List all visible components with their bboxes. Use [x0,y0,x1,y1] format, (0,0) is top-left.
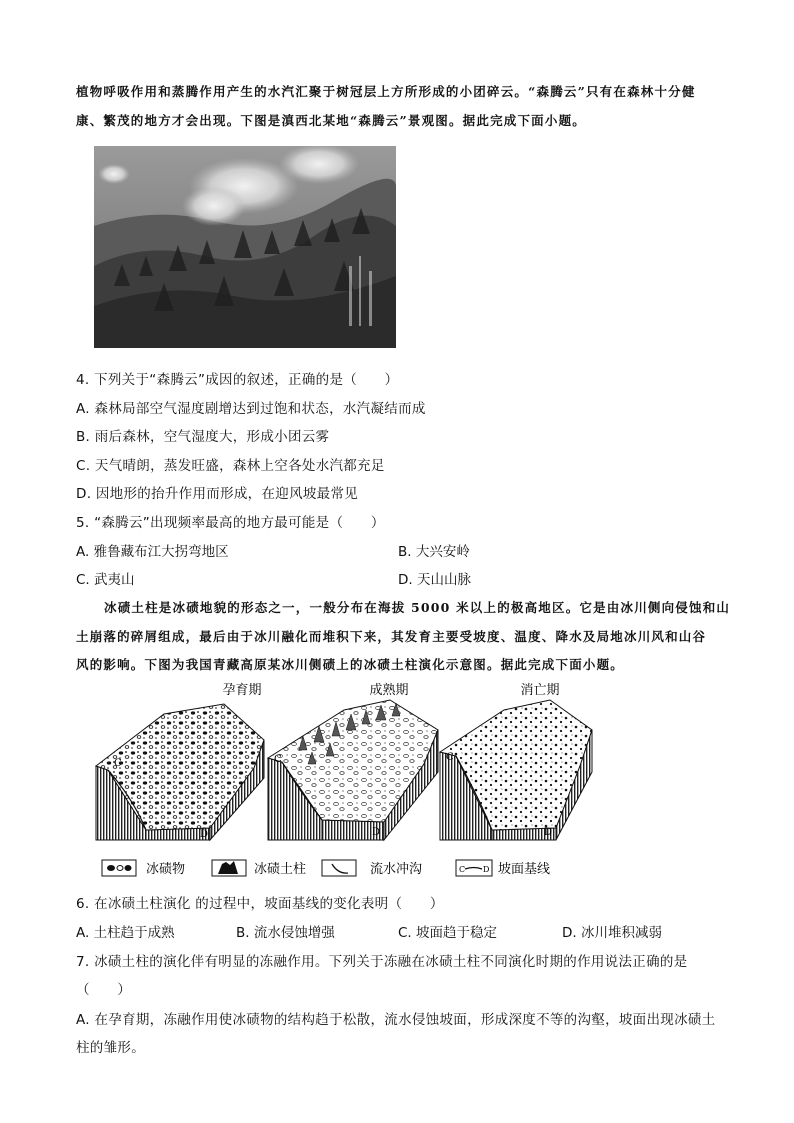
q5-option-d: D. 天山山脉 [398,572,471,588]
svg-text:C: C [114,758,122,769]
block-decline [440,700,592,840]
q5-option-b: B. 大兴安岭 [398,544,470,560]
legend-column: 冰碛土柱 [254,862,307,877]
legend [102,860,550,877]
svg-text:C: C [274,754,282,765]
q4-option-b: B. 雨后森林，空气湿度大，形成小团云雾 [76,429,330,445]
q4-option-d: D. 因地形的抬升作用而形成，在迎风坡最常见 [76,486,359,502]
q4-stem: 4. 下列关于“森腾云”成因的叙述，正确的是（ ） [76,372,399,388]
stage-label-decline: 消亡期 [520,683,560,698]
q6-option-a: A. 土柱趋于成熟 [76,925,175,941]
svg-text:D: D [544,827,553,838]
svg-text:D: D [200,829,209,840]
passage2-line-3: 风的影响。下图为我国青藏高原某冰川侧碛上的冰碛土柱演化示意图。据此完成下面小题。 [76,657,625,672]
moraine-column-diagram [94,680,594,885]
block-mature [268,700,438,840]
svg-text:C: C [459,865,466,874]
forest-cloud-photo [94,146,396,348]
svg-text:D: D [483,865,490,874]
q7-option-a-line-2: 柱的雏形。 [76,1040,145,1056]
svg-text:C: C [446,752,454,763]
intro-line-2: 康、繁茂的地方才会出现。下图是滇西北某地“森腾云”景观图。据此完成下面小题。 [76,113,586,128]
q6-option-b: B. 流水侵蚀增强 [236,925,335,941]
q6-stem: 6. 在冰碛土柱演化 的过程中，坡面基线的变化表明（ ） [76,896,444,912]
q5-stem: 5. “森腾云”出现频率最高的地方最可能是（ ） [76,515,385,531]
q4-option-a: A. 森林局部空气湿度剧增达到过饱和状态，水汽凝结而成 [76,401,426,417]
intro-line-1: 植物呼吸作用和蒸腾作用产生的水汽汇聚于树冠层上方所形成的小团碎云。“森腾云”只有在森林十分健 [76,84,696,99]
q6-option-c: C. 坡面趋于稳定 [398,925,498,941]
q7-option-a-line-1: A. 在孕育期，冻融作用使冰碛物的结构趋于松散，流水侵蚀坡面，形成深度不等的沟壑，坡面出现冰碛土 [76,1012,716,1028]
svg-text:D: D [372,827,381,838]
legend-gully: 流水冲沟 [370,862,423,877]
q7-paren: （ ） [76,982,132,998]
q7-stem: 7. 冰碛土柱的演化伴有明显的冻融作用。下列关于冻融在冰碛土柱不同演化时期的作用说法正确的是 [76,954,688,970]
stage-label-mature: 成熟期 [369,683,409,698]
block-incubation [96,704,264,840]
stage-label-incubation: 孕育期 [222,683,262,698]
passage2-line-2: 土崩落的碎屑组成，最后由于冰川融化而堆积下来，其发育主要受坡度、温度、降水及局地冰川风和山谷 [76,629,707,644]
legend-baseline: 坡面基线 [498,862,551,877]
legend-moraine: 冰碛物 [146,862,186,877]
q4-option-c: C. 天气晴朗，蒸发旺盛，森林上空各处水汽都充足 [76,458,385,474]
q6-option-d: D. 冰川堆积减弱 [562,925,662,941]
passage2-line-1: 冰碛土柱是冰碛地貌的形态之一，一般分布在海拔 5000 米以上的极高地区。它是由冰川侧向侵蚀和山 [104,600,731,615]
q5-option-a: A. 雅鲁藏布江大拐弯地区 [76,544,229,560]
q5-option-c: C. 武夷山 [76,572,135,588]
